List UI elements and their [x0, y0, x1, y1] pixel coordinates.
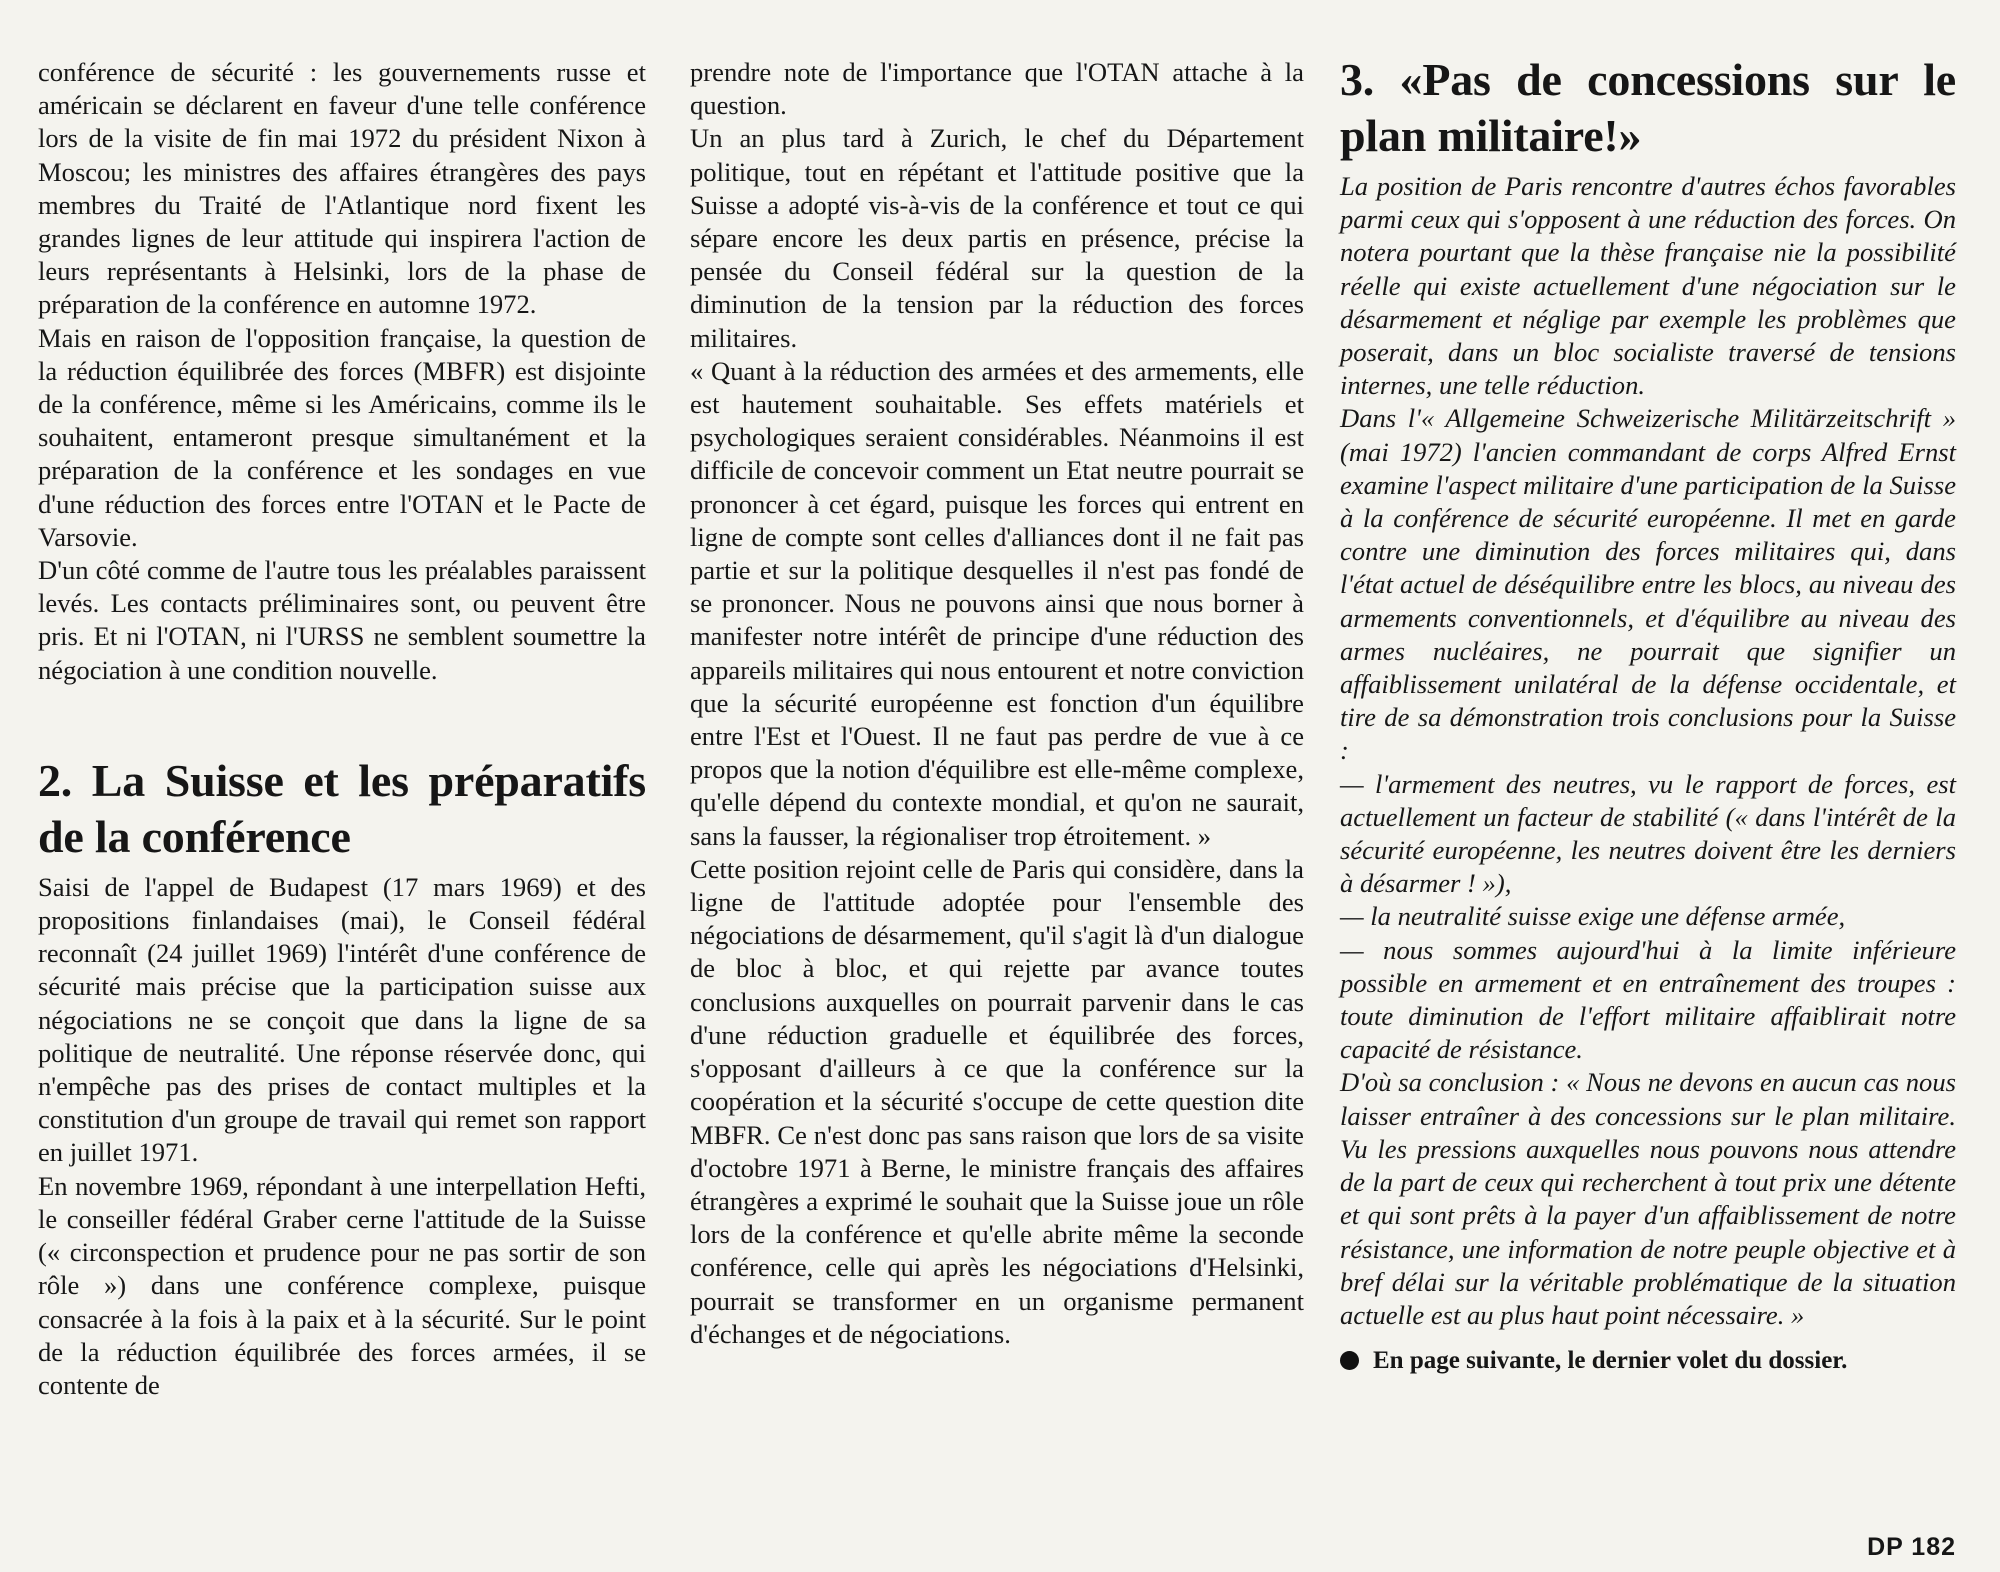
paragraph: Dans l'« Allgemeine Schweizerische Militärzeitschrift » (mai 1972) l'ancien commandant de corps Alfred Ernst examine l'aspect militaire d'une participation de la Suisse à la conférence de sécurité européenne. Il met en garde contre une diminution des forces militaires qui, dans l'état actuel de déséquilibre entre les blocs, au niveau des armements conventionnels, et d'équilibre au niveau des armes nucléaires, ne pourrait que signifier un affaiblissement unilatéral de la défense occidentale, et tire de sa démonstration trois conclusions pour la Suisse : — [1340, 403, 1956, 766]
paragraph: La position de Paris rencontre d'autres échos favorables parmi ceux qui s'opposent à une réduction des forces. On notera pourtant que la thèse française nie la possibilité réelle qui existe actuellement d'une négociation sur le désarmement et néglige par exemple les problèmes que poserait, dans un bloc socialiste traversé de tensions internes, une telle réduction. — [1340, 171, 1956, 401]
paragraph: conférence de sécurité : les gouvernements russe et américain se déclarent en faveur d'une telle conférence lors de la visite de fin mai 1972 du président Nixon à Moscou; les ministres des affaires étrangères des pays membres du Traité de l'Atlantique nord fixent les grandes lignes de leur attitude qui inspirera l'action de leurs représentants à Helsinki, lors de la phase de préparation de la conférence en automne 1972. — [38, 57, 646, 320]
section-3-heading: 3. «Pas de concessions sur le plan militaire!» — [1340, 54, 1956, 161]
next-page-note — [1340, 1344, 1956, 1377]
page-reference: DP 182 — [1867, 1533, 1956, 1561]
column-2 — [690, 56, 1304, 1351]
paragraph: Mais en raison de l'opposition française, la question de la réduction équilibrée des forces (MBFR) est disjointe de la conférence, même si les Américains, comme ils le souhaitent, entameront presque simultanément et la préparation de la conférence et les sondages en vue d'une réduction des forces entre l'OTAN et le Pacte de Varsovie. — [38, 322, 646, 552]
dash-item: — nous sommes aujourd'hui à la limite inférieure possible en armement et en entraînement des troupes : toute diminution de l'effort militaire affaiblirait notre capacité de résistance. — [1340, 934, 1956, 1065]
column-3 — [1340, 56, 1956, 1377]
paragraph: Saisi de l'appel de Budapest (17 mars 1969) et des propositions finlandaises (mai), le Conseil fédéral reconnaît (24 juillet 1969) l'intérêt d'une conférence de sécurité mais précise que la participation suisse aux négociations ne se conçoit que dans la ligne de sa politique de neutralité. Une réponse réservée donc, qui n'empêche pas des prises de contact multiples et la constitution d'un groupe de travail qui remet son rapport en juillet 1971. — [38, 871, 646, 1168]
italic-body — [1340, 170, 1956, 1332]
bullet-icon — [1340, 1351, 1359, 1370]
paragraph: prendre note de l'importance que l'OTAN attache à la question. — [690, 57, 1304, 121]
paragraph: D'un côté comme de l'autre tous les préalables paraissent levés. Les contacts préliminaires sont, ou peuvent être pris. Et ni l'OTAN, ni l'URSS ne semblent soumettre la négociation à une condition nouvelle. — [38, 555, 646, 685]
dash-item: — l'armement des neutres, vu le rapport de forces, est actuellement un facteur de stabilité (« dans l'intérêt de la sécurité européenne, les neutres doivent être les derniers à désarmer ! »), — [1340, 768, 1956, 899]
paragraph: D'où sa conclusion : « Nous ne devons en aucun cas nous laisser entraîner à des concessions sur le plan militaire. Vu les pressions auxquelles nous pouvons nous attendre de la part de ceux qui recherchent à tout prix une détente et qui sont prêts à la payer d'un affaiblissement de notre résistance, une information de notre peuple objective et à bref délai sur la véritable problématique de la situation actuelle est au plus haut point nécessaire. » — [1340, 1067, 1956, 1330]
column-1 — [38, 56, 646, 1402]
paragraph: Un an plus tard à Zurich, le chef du Département politique, tout en répétant et l'attitude positive que la Suisse a adopté vis-à-vis de la conférence et tout ce qui sépare encore les deux partis en présence, précise la pensée du Conseil fédéral sur la question de la diminution de la tension par la réduction des forces militaires. — [690, 123, 1304, 353]
quote-paragraph: « Quant à la réduction des armées et des armements, elle est hautement souhaitable. Ses effets matériels et psychologiques seraient considérables. Néanmoins il est difficile de concevoir comment un Etat neutre pourrait se prononcer à cet égard, puisque les forces qui entrent en ligne de compte sont celles d'alliances dont il ne fait pas partie et sur la politique desquelles il n'est pas fondé de se prononcer. Nous ne pouvons ainsi que nous borner à manifester notre intérêt de principe d'une réduction des appareils militaires qui nous entourent et notre conviction que la sécurité européenne est fonction d'un équilibre entre l'Est et l'Ouest. Il ne faut pas perdre de vue à ce propos que la notion d'équilibre est elle-même complexe, qu'elle dépend du contexte mondial, et qu'on ne saurait, sans la fausser, la régionaliser trop étroitement. » — [690, 355, 1304, 851]
section-2-heading: 2. La Suisse et les préparatifs de la conférence — [38, 754, 646, 862]
paragraph: Cette position rejoint celle de Paris qui considère, dans la ligne de l'attitude adoptée pour l'ensemble des négociations de désarmement, qu'il s'agit là d'un dialogue de bloc à bloc, et qui rejette par avance toutes conclusions auxquelles on pourrait parvenir dans le cas d'une réduction graduelle et équilibrée des forces, s'opposant d'ailleurs à ce que la conférence sur la coopération et la sécurité s'occupe de cette question dite MBFR. Ce n'est donc pas sans raison que lors de sa visite d'octobre 1971 à Berne, le ministre français des affaires étrangères a exprimé le souhait que la Suisse joue un rôle lors de la conférence et qu'elle abrite même la seconde conférence, celle qui après les négociations d'Helsinki, pourrait se transformer en un organisme permanent d'échanges et de négociations. — [690, 853, 1304, 1349]
dash-item: — la neutralité suisse exige une défense armée, — [1340, 901, 1846, 932]
paragraph: En novembre 1969, répondant à une interpellation Hefti, le conseiller fédéral Graber cerne l'attitude de la Suisse (« circonspection et prudence pour ne pas sortir de son rôle ») dans une conférence complexe, puisque consacrée à la fois à la paix et à la sécurité. Sur le point de la réduction équilibrée des forces armées, il se contente de — [38, 1170, 646, 1400]
next-page-text: En page suivante, le dernier volet du dossier. — [1373, 1347, 1848, 1375]
